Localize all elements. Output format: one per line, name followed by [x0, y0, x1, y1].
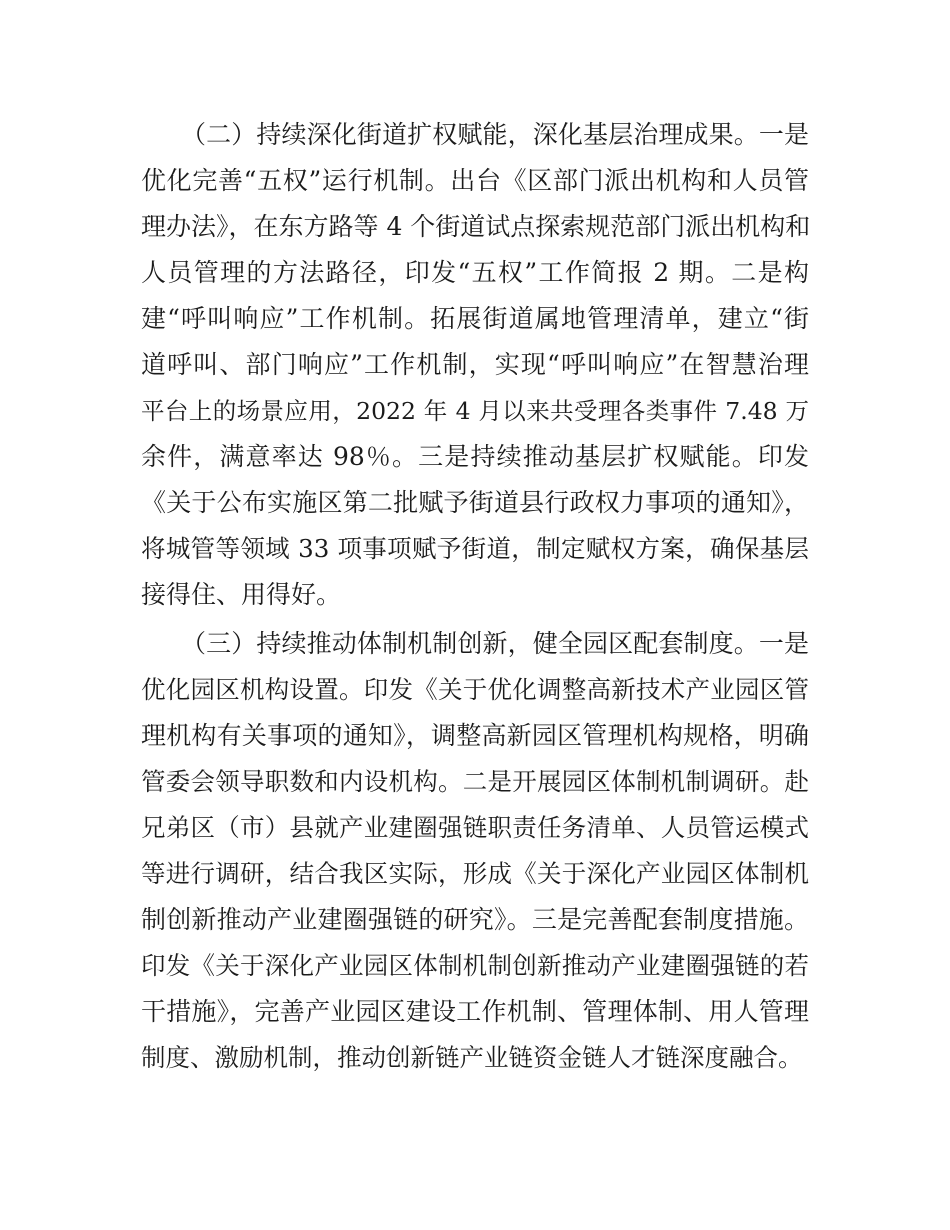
paragraph-line: 将城管等领域 33 项事项赋予街道，制定赋权方案，确保基层 [141, 534, 809, 563]
paragraph-line: 理机构有关事项的通知》，调整高新园区管理机构规格，明确 [141, 721, 809, 750]
paragraph-line: 《关于公布实施区第二批赋予街道县行政权力事项的通知》， [141, 488, 809, 517]
paragraph-line: 人员管理的方法路径，印发“五权”工作简报 2 期。二是构 [141, 258, 809, 287]
paragraph-line: 优化园区机构设置。印发《关于优化调整高新技术产业园区管 [141, 675, 809, 704]
paragraph-line: 建“呼叫响应”工作机制。拓展街道属地管理清单，建立“街 [141, 304, 809, 333]
paragraph-line: 兄弟区（市）县就产业建圈强链职责任务清单、人员管运模式 [141, 813, 809, 842]
paragraph-line: 道呼叫、部门响应”工作机制，实现“呼叫响应”在智慧治理 [141, 350, 809, 379]
paragraph-line: 优化完善“五权”运行机制。出台《区部门派出机构和人员管 [141, 166, 809, 195]
paragraph-line: 印发《关于深化产业园区体制机制创新推动产业建圈强链的若 [141, 951, 809, 980]
paragraph-line: （二）持续深化街道扩权赋能，深化基层治理成果。一是 [181, 120, 809, 149]
paragraph-line: （三）持续推动体制机制创新，健全园区配套制度。一是 [181, 629, 809, 658]
paragraph-line: 等进行调研，结合我区实际，形成《关于深化产业园区体制机 [141, 859, 809, 888]
paragraph-line: 平台上的场景应用，2022 年 4 月以来共受理各类事件 7.48 万 [141, 397, 809, 425]
paragraph-line: 制度、激励机制，推动创新链产业链资金链人才链深度融合。 [141, 1043, 803, 1072]
paragraph-line: 干措施》，完善产业园区建设工作机制、管理体制、用人管理 [141, 997, 809, 1026]
paragraph-line: 余件，满意率达 98％。三是持续推动基层扩权赋能。印发 [141, 442, 809, 471]
paragraph-line: 理办法》，在东方路等 4 个街道试点探索规范部门派出机构和 [141, 212, 811, 241]
paragraph-line: 接得住、用得好。 [141, 580, 342, 609]
paragraph-line: 制创新推动产业建圈强链的研究》。三是完善配套制度措施。 [141, 905, 809, 934]
paragraph-line: 管委会领导职数和内设机构。二是开展园区体制机制调研。赴 [141, 767, 809, 796]
